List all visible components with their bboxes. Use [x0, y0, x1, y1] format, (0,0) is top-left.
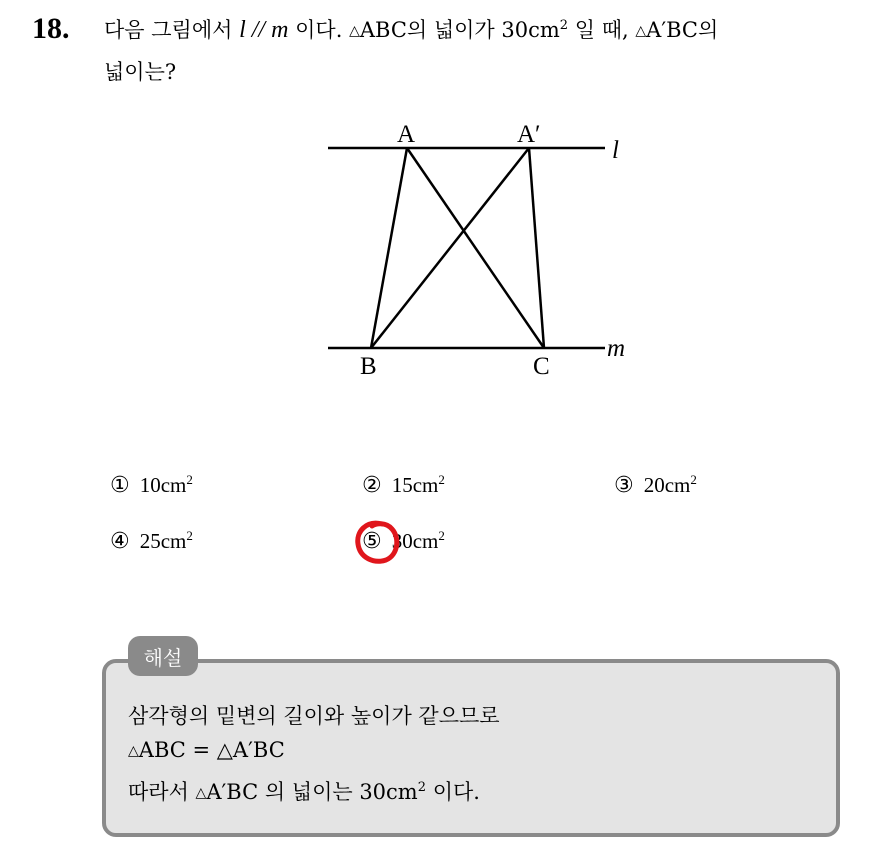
solution-line-2 — [128, 738, 285, 762]
choice-1-number: ① — [110, 473, 130, 498]
triangle-symbol-2: △ — [635, 23, 647, 39]
label-m: m — [607, 335, 626, 362]
question-text-e: A′BC의 — [646, 18, 719, 42]
choice-5-value: 30cm — [391, 529, 439, 553]
question-text-line1 — [104, 14, 718, 44]
solution-line3-b: A′BC 의 넓이는 30cm — [206, 780, 418, 804]
choice-3[interactable] — [614, 472, 697, 498]
question-text-b: 이다. — [295, 18, 343, 42]
choice-2-number: ② — [362, 473, 382, 498]
geometry-figure — [300, 110, 660, 390]
solution-equation: ABC = △A′BC — [138, 738, 285, 762]
triangle-symbol-4: △ — [195, 785, 207, 801]
choice-3-number: ③ — [614, 473, 634, 498]
solution-line-3 — [128, 776, 480, 806]
choice-2[interactable] — [362, 472, 445, 498]
label-l: l — [612, 137, 619, 164]
solution-sup: 2 — [417, 780, 426, 795]
label-C: C — [533, 353, 550, 380]
answer-circle-mark — [352, 516, 404, 568]
segment-AB — [371, 148, 407, 348]
choice-1-value: 10cm — [139, 473, 187, 497]
choice-4[interactable] — [110, 528, 193, 554]
choice-2-value: 15cm — [391, 473, 439, 497]
question-text-d: 일 때, — [574, 18, 629, 42]
label-A-prime: A′ — [517, 121, 541, 148]
choice-2-sup: 2 — [438, 472, 445, 487]
segment-A-prime-B — [371, 148, 529, 348]
segment-AC — [407, 148, 544, 348]
choice-4-number: ④ — [110, 529, 130, 554]
parallel-notation: l // m — [239, 17, 289, 43]
label-A: A — [397, 121, 416, 148]
choice-4-value: 25cm — [139, 529, 187, 553]
choice-4-sup: 2 — [186, 528, 193, 543]
solution-line-1: 삼각형의 밑변의 길이와 높이가 같으므로 — [128, 704, 500, 728]
choice-3-sup: 2 — [690, 472, 697, 487]
question-text-c: ABC의 넓이가 30cm — [359, 18, 560, 42]
solution-line3-a: 따라서 — [128, 780, 189, 804]
superscript-2: 2 — [559, 18, 569, 33]
choice-5-number: ⑤ — [362, 529, 382, 554]
choice-1-sup: 2 — [186, 472, 193, 487]
question-number: 18. — [32, 12, 70, 45]
question-text-line2: 넓이는? — [104, 60, 177, 84]
segment-A-prime-C — [529, 148, 544, 348]
solution-tag: 해설 — [128, 636, 198, 676]
choice-1[interactable] — [110, 472, 193, 498]
answer-circle-stroke — [358, 523, 397, 561]
triangle-symbol-3: △ — [128, 743, 139, 759]
choice-3-value: 20cm — [643, 473, 691, 497]
label-B: B — [360, 353, 377, 380]
question-text-a: 다음 그림에서 — [104, 18, 233, 42]
triangle-symbol: △ — [349, 23, 360, 39]
solution-line3-c: 이다. — [432, 780, 480, 804]
choice-5-sup: 2 — [438, 528, 445, 543]
